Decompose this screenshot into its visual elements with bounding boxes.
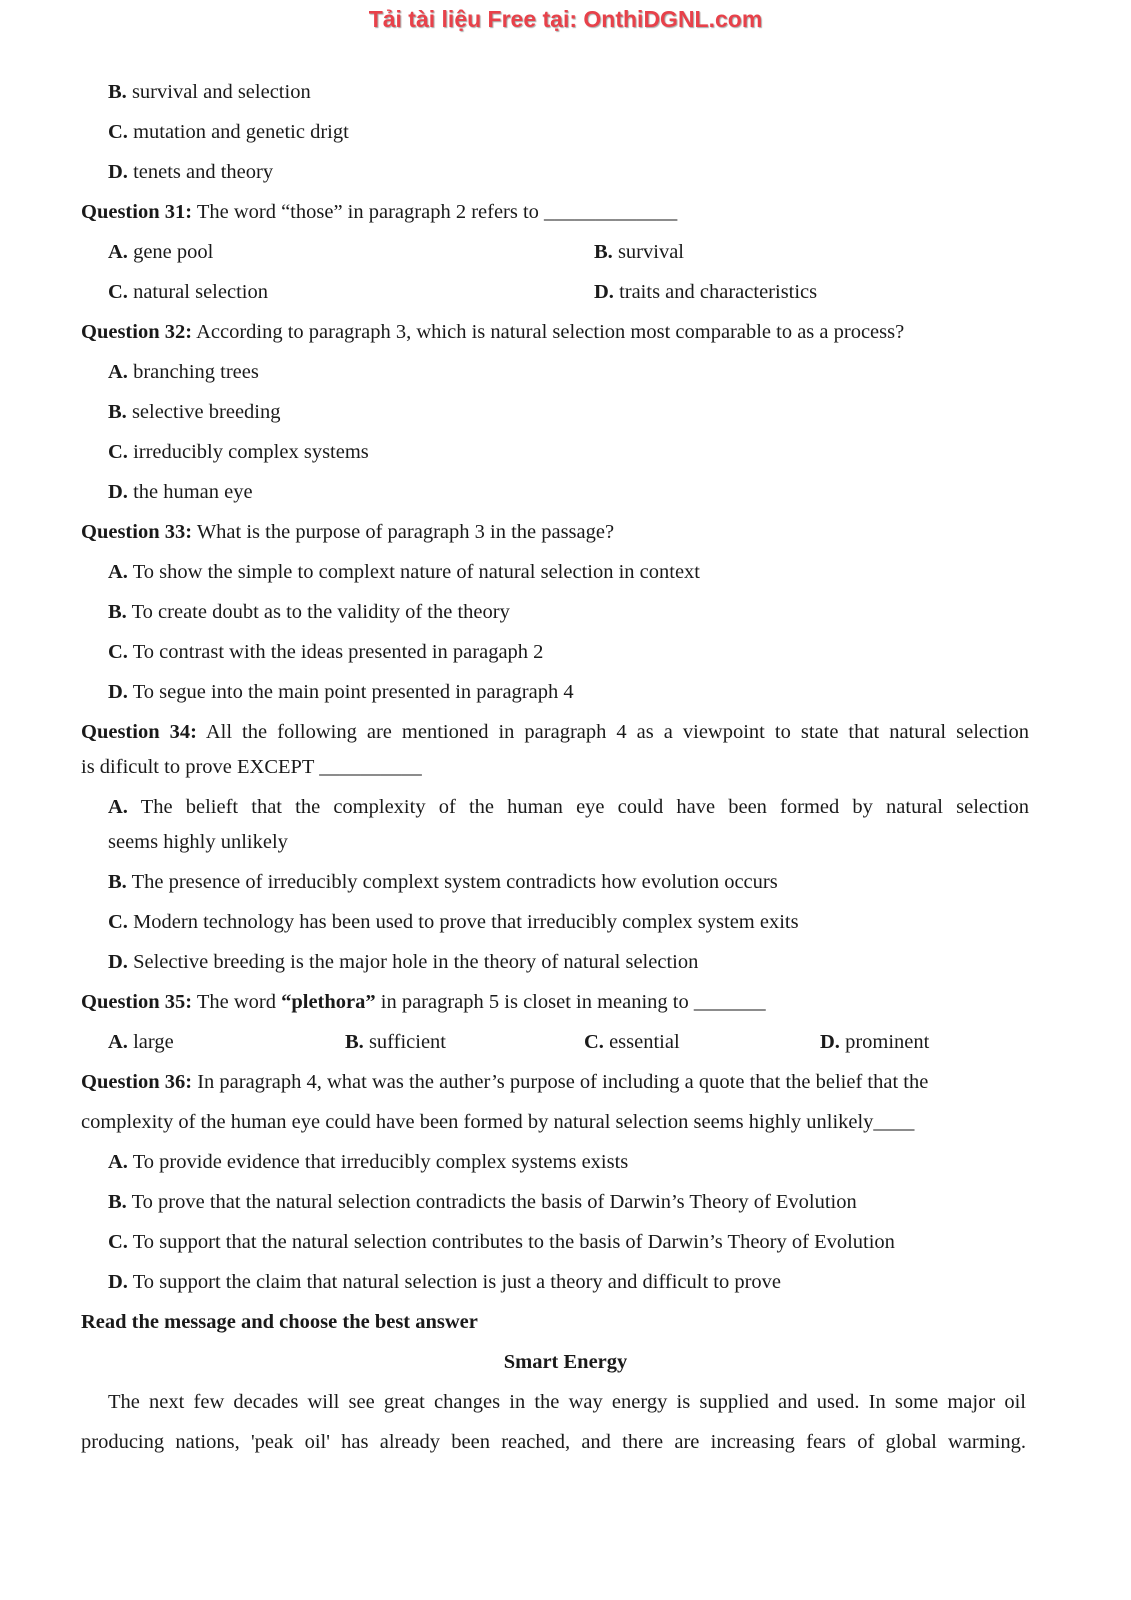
q36-stem-line1: Question 36: In paragraph 4, what was the auther’s purpose of including a quote that the belief that the [81,1071,929,1093]
q34-stem-line2: is dificult to prove EXCEPT __________ [81,756,422,778]
q34-option-a-line2: seems highly unlikely [108,831,288,853]
q32-stem: Question 32: According to paragraph 3, which is natural selection most comparable to as a process? [81,321,905,343]
q35-option-c: C. essential [584,1031,680,1053]
q30-option-c: C. mutation and genetic drigt [108,121,349,143]
q36-option-a: A. To provide evidence that irreducibly complex systems exists [108,1151,629,1173]
q33-option-c: C. To contrast with the ideas presented in paragaph 2 [108,641,544,663]
q34-option-b: B. The presence of irreducibly complext system contradicts how evolution occurs [108,871,778,893]
q35-option-d: D. prominent [820,1031,930,1053]
q34-option-c: C. Modern technology has been used to prove that irreducibly complex system exits [108,911,799,933]
site-banner: Tải tài liệu Free tại: OnthiDGNL.com [368,6,763,32]
q31-option-d: D. traits and characteristics [594,281,818,303]
passage-line1: The next few decades will see great changes in the way energy is supplied and used. In some major oil [108,1391,1026,1413]
q31-option-b: B. survival [594,241,684,263]
q33-option-b: B. To create doubt as to the validity of the theory [108,601,510,623]
q33-stem: Question 33: What is the purpose of paragraph 3 in the passage? [81,521,615,543]
q35-option-a: A. large [108,1031,174,1053]
q33-option-d: D. To segue into the main point presented in paragraph 4 [108,681,574,703]
q34-option-a-line1: A. The belieft that the complexity of the human eye could have been formed by natural selection [108,796,1029,818]
q32-option-d: D. the human eye [108,481,253,503]
q35-option-b: B. sufficient [345,1031,446,1053]
q32-option-b: B. selective breeding [108,401,281,423]
section-instruction: Read the message and choose the best answer [81,1311,478,1333]
q34-option-d: D. Selective breeding is the major hole in the theory of natural selection [108,951,699,973]
passage-title: Smart Energy [503,1351,628,1373]
q31-option-a: A. gene pool [108,241,214,263]
q34-stem-line1: Question 34: All the following are mentioned in paragraph 4 as a viewpoint to state that natural selection [81,721,1029,743]
q35-stem: Question 35: The word “plethora” in paragraph 5 is closet in meaning to _______ [81,991,766,1013]
q33-option-a: A. To show the simple to complext nature of natural selection in context [108,561,700,583]
q32-option-c: C. irreducibly complex systems [108,441,369,463]
passage-line2: producing nations, 'peak oil' has already been reached, and there are increasing fears of global warming. [81,1431,1026,1453]
q30-option-d: D. tenets and theory [108,161,274,183]
q31-option-c: C. natural selection [108,281,268,303]
q30-option-b: B. survival and selection [108,81,311,103]
q31-stem: Question 31: The word “those” in paragraph 2 refers to _____________ [81,201,678,223]
q36-option-b: B. To prove that the natural selection contradicts the basis of Darwin’s Theory of Evolution [108,1191,857,1213]
q32-option-a: A. branching trees [108,361,259,383]
q36-option-d: D. To support the claim that natural selection is just a theory and difficult to prove [108,1271,782,1293]
q36-stem-line2: complexity of the human eye could have been formed by natural selection seems highly unlikely____ [81,1111,915,1133]
q36-option-c: C. To support that the natural selection contributes to the basis of Darwin’s Theory of Evolution [108,1231,895,1253]
